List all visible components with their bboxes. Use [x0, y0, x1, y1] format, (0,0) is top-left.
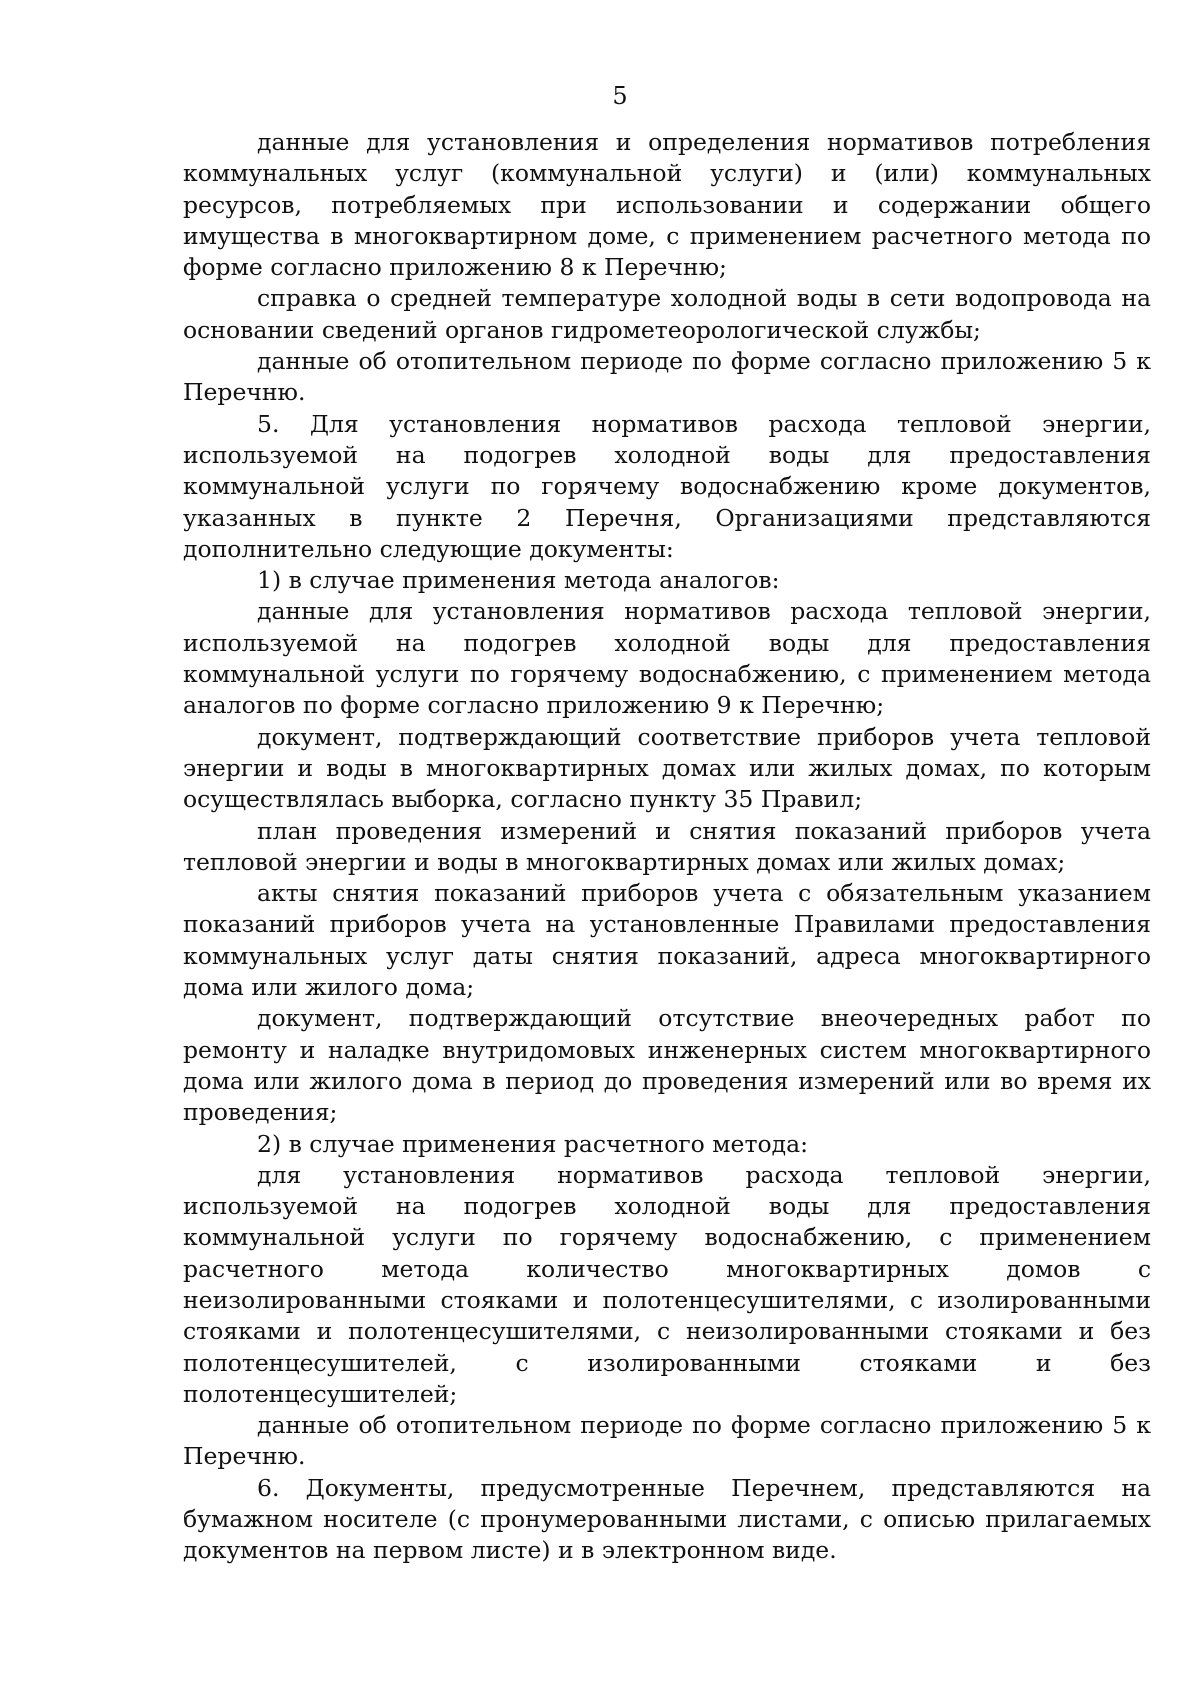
paragraph: документ, подтверждающий отсутствие внеочередных работ по ремонту и наладке внутридомовых инженерных систем многоквартирного дома или жилого дома в период до проведения измерений или во время их проведения;	[183, 1004, 1151, 1127]
paragraph: данные об отопительном периоде по форме согласно приложению 5 к Перечню.	[183, 347, 1151, 407]
paragraph: 6. Документы, предусмотренные Перечнем, представляются на бумажном носителе (с пронумерованными листами, с описью прилагаемых документов на первом листе) и в электронном виде.	[183, 1473, 1151, 1565]
paragraph: данные об отопительном периоде по форме согласно приложению 5 к Перечню.	[183, 1411, 1151, 1471]
paragraph: справка о средней температуре холодной воды в сети водопровода на основании сведений органов гидрометеорологической службы;	[183, 284, 1151, 344]
paragraph: 5. Для установления нормативов расхода тепловой энергии, используемой на подогрев холодной воды для предоставления коммунальной услуги по горячему водоснабжению кроме документов, указанных в пункте 2 Перечня, Организациями представляются дополнительно следующие документы:	[183, 409, 1151, 563]
paragraph: акты снятия показаний приборов учета с обязательным указанием показаний приборов учета на установленные Правилами предоставления коммунальных услуг даты снятия показаний, адреса многоквартирного дома или жилого дома;	[183, 879, 1151, 1002]
document-body	[183, 127, 1151, 1567]
paragraph: 1) в случае применения метода аналогов:	[257, 566, 780, 595]
paragraph: для установления нормативов расхода тепловой энергии, используемой на подогрев холодной воды для предоставления коммунальной услуги по горячему водоснабжению, с применением расчетного метода количество многоквартирных домов с неизолированными стояками и полотенцесушителями, с изолированными стояками и полотенцесушителями, с неизолированными стояками и без полотенцесушителей, с изолированными стояками и без полотенцесушителей;	[183, 1160, 1151, 1408]
paragraph: данные для установления и определения нормативов потребления коммунальных услуг (коммунальной услуги) и (или) коммунальных ресурсов, потребляемых при использовании и содержании общего имущества в многоквартирном доме, с применением расчетного метода по форме согласно приложению 8 к Перечню;	[183, 128, 1151, 282]
paragraph: данные для установления нормативов расхода тепловой энергии, используемой на подогрев холодной воды для предоставления коммунальной услуги по горячему водоснабжению, с применением метода аналогов по форме согласно приложению 9 к Перечню;	[183, 597, 1151, 720]
paragraph: план проведения измерений и снятия показаний приборов учета тепловой энергии и воды в многоквартирных домах или жилых домах;	[183, 816, 1151, 876]
paragraph: 2) в случае применения расчетного метода:	[257, 1129, 809, 1158]
page-number: 5	[612, 82, 628, 110]
paragraph: документ, подтверждающий соответствие приборов учета тепловой энергии и воды в многоквартирных домах или жилых домах, по которым осуществлялась выборка, согласно пункту 35 Правил;	[183, 722, 1151, 814]
